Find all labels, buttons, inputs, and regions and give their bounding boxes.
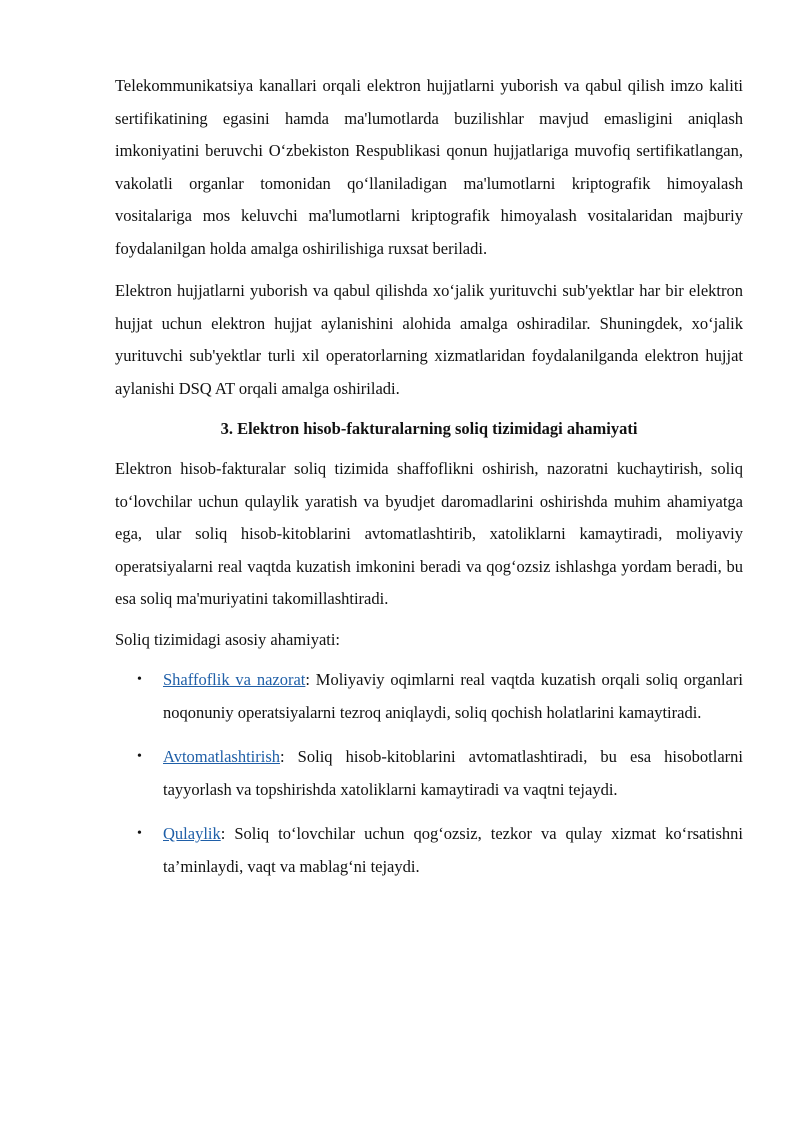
paragraph-section-intro: Elektron hisob-fakturalar soliq tizimida shaffoflikni oshirish, nazoratni kuchaytirish, soliq to‘lovchilar uchun qulaylik yaratish va byudjet daromadlarini oshirishda muhim ahamiyatga ega, ular soliq hisob-kitoblarini avtomatlashtirib, xatoliklarni kamaytiradi, moliyaviy operatsiyalarni real vaqtda kuzatish imkonini beradi va qog‘ozsiz ishlashga yordam beradi, bu esa soliq ma'muriyatini takomillashtiradi. bbox=[115, 459, 743, 608]
link-convenience[interactable]: Qulaylik bbox=[163, 824, 221, 843]
paragraph-document-circulation: Elektron hujjatlarni yuborish va qabul qilishda xo‘jalik yurituvchi sub'yektlar har bir elektron hujjat uchun elektron hujjat aylanishini alohida amalga oshiradilar. Shuningdek, xo‘jalik yurituvchi sub'yektlar turli xil operatorlarning xizmatlaridan foydalanilganda elektron hujjat aylanishi DSQ AT orqali amalga oshiriladi. bbox=[115, 281, 743, 398]
paragraph-transmission-rules: Telekommunikatsiya kanallari orqali elektron hujjatlarni yuborish va qabul qilish imzo kaliti sertifikatining egasini hamda ma'lumotlarda buzilishlar mavjud emasligini aniqlash imkoniyatini beruvchi O‘zbekiston Respublikasi qonun hujjatlariga muvofiq sertifikatlangan, vakolatli organlar tomonidan qo‘llaniladigan ma'lumotlarni kriptografik himoyalash vositalariga mos keluvchi ma'lumotlarni kriptografik himoyalash vositalaridan majburiy foydalanilgan holda amalga oshirilishiga ruxsat beriladi. bbox=[115, 76, 743, 258]
list-item-text: : Soliq hisob-kitoblarini avtomatlashtiradi, bu esa hisobotlarni tayyorlash va topshirishda xatoliklarni kamaytiradi va vaqtni tejaydi. bbox=[163, 747, 743, 799]
bullet-icon: • bbox=[137, 749, 142, 764]
link-automation[interactable]: Avtomatlashtirish bbox=[163, 747, 281, 766]
link-transparency[interactable]: Shaffoflik va nazorat bbox=[163, 670, 306, 689]
list-item-text: : Moliyaviy oqimlarni real vaqtda kuzatish orqali soliq organlari noqonuniy operatsiyalarni tezroq aniqlaydi, soliq qochish holatlarini kamaytiradi. bbox=[163, 670, 744, 722]
list-item-automation bbox=[115, 741, 743, 806]
list-item-text: : Soliq to‘lovchilar uchun qog‘ozsiz, tezkor va qulay xizmat ko‘rsatishni ta’minlaydi, vaqt va mablag‘ni tejaydi. bbox=[163, 824, 743, 876]
list-item-convenience bbox=[115, 818, 743, 883]
bullet-icon: • bbox=[137, 672, 142, 687]
importance-list bbox=[115, 664, 743, 883]
bullet-icon: • bbox=[137, 826, 142, 841]
document-body bbox=[115, 70, 743, 895]
list-intro: Soliq tizimidagi asosiy ahamiyati: bbox=[115, 629, 341, 649]
section-heading: 3. Elektron hisob-fakturalarning soliq tizimidagi ahamiyati bbox=[220, 419, 638, 438]
list-item-transparency bbox=[115, 664, 743, 729]
